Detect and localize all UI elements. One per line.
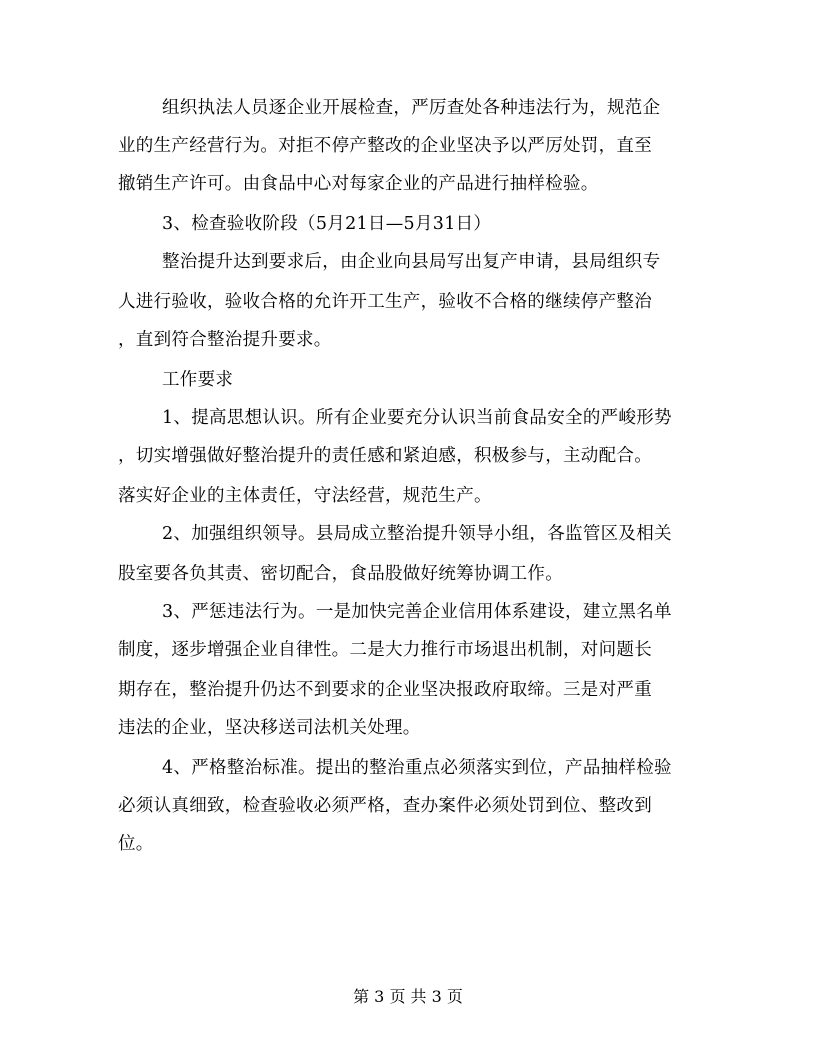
- text-line: 业的生产经营行为。对拒不停产整改的企业坚决予以严厉处罚，直至: [118, 136, 652, 156]
- text-line: 整治提升达到要求后，由企业向县局写出复产申请，县局组织专: [162, 252, 661, 272]
- section-heading: 工作要求: [162, 370, 234, 390]
- text-line: 撤销生产许可。由食品中心对每家企业的产品进行抽样检验。: [118, 174, 599, 194]
- text-line: 落实好企业的主体责任，守法经营，规范生产。: [118, 486, 492, 506]
- text-line: 人进行验收，验收合格的允许开工生产，验收不合格的继续停产整治: [118, 292, 652, 312]
- text-line: 2、加强组织领导。县局成立整治提升领导小组，各监管区及相关: [162, 524, 672, 544]
- text-line: ，直到符合整治提升要求。: [118, 330, 332, 350]
- text-line: 制度，逐步增强企业自律性。二是大力推行市场退出机制，对问题长: [118, 640, 652, 660]
- text-line: ，切实增强做好整治提升的责任感和紧迫感，积极参与，主动配合。: [118, 446, 652, 466]
- text-line: 组织执法人员逐企业开展检查，严厉查处各种违法行为，规范企: [162, 98, 661, 118]
- text-line: 期存在，整治提升仍达不到要求的企业坚决报政府取缔。三是对严重: [118, 680, 652, 700]
- text-line: 违法的企业，坚决移送司法机关处理。: [118, 718, 421, 738]
- text-line: 4、严格整治标准。提出的整治重点必须落实到位，产品抽样检验: [162, 758, 672, 778]
- text-line: 必须认真细致，检查验收必须严格，查办案件必须处罚到位、整改到: [118, 796, 652, 816]
- text-line: 3、严惩违法行为。一是加快完善企业信用体系建设，建立黑名单: [162, 602, 672, 622]
- page-number-footer: 第 3 页 共 3 页: [353, 987, 463, 1006]
- text-line: 股室要各负其责、密切配合，食品股做好统筹协调工作。: [118, 564, 563, 584]
- section-heading: 3、检查验收阶段（5月21日—5月31日）: [162, 214, 492, 234]
- text-line: 位。: [118, 834, 154, 854]
- text-line: 1、提高思想认识。所有企业要充分认识当前食品安全的严峻形势: [162, 408, 672, 428]
